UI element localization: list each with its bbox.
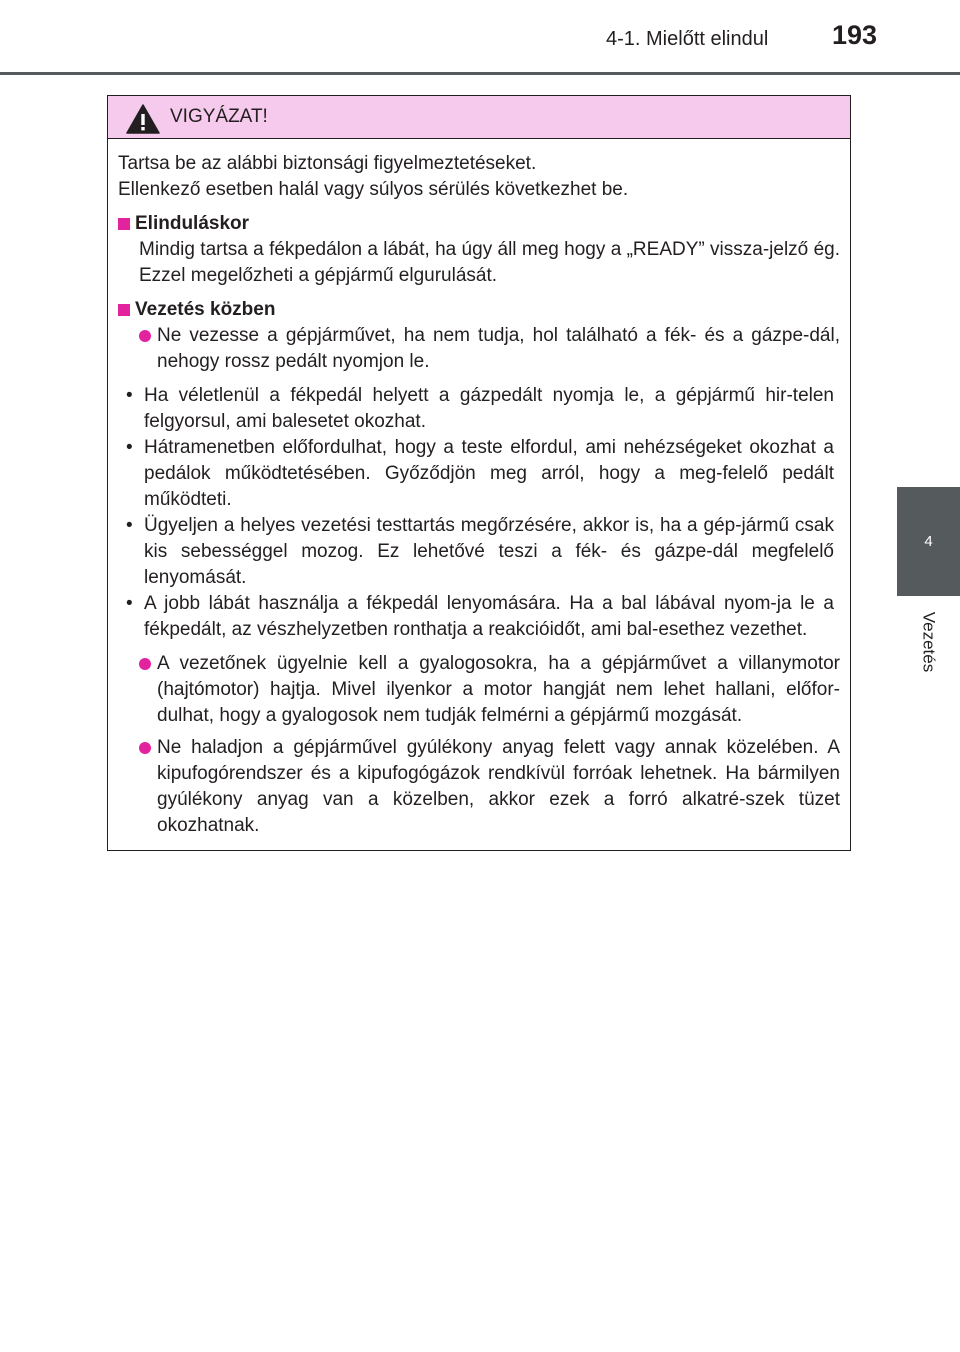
warning-title: VIGYÁZAT!: [170, 106, 268, 127]
square-bullet-icon: [118, 304, 130, 316]
dot-marker: •: [126, 593, 133, 614]
section-heading-text: Vezetés közben: [135, 299, 276, 320]
warning-header: [108, 96, 850, 139]
dot-marker: •: [126, 437, 133, 458]
bullet-text: Ne haladjon a gépjárművel gyúlékony anyag felett vagy annak közelében. A kipufogórendszer és a kipufogógázok rendkívül forróak lehetnek. Ha bármilyen gyúlékony anyag van a közelben, akkor ezek a forró alkatré-szek tüzet okozhatnak.: [157, 737, 840, 836]
section-heading-text: Elinduláskor: [135, 213, 250, 234]
section-heading: [118, 211, 840, 237]
circle-bullet-icon: [139, 658, 151, 670]
chapter-number: 4: [924, 533, 933, 550]
square-bullet-icon: [118, 218, 130, 230]
bullet-item: [118, 323, 840, 375]
bullet-text: Ne vezesse a gépjárművet, ha nem tudja, hol található a fék- és a gázpe-dál, nehogy rossz pedált nyomjon le.: [157, 325, 840, 372]
chapter-label: Vezetés: [919, 611, 939, 673]
sub-list-text: Ügyeljen a helyes vezetési testtartás megőrzésére, akkor is, ha a gép-jármű csak kis sebességgel mozog. Ez lehetővé teszi a fék- és gázpe-dál megfelelő lenyomását.: [144, 515, 834, 588]
section-title: 4-1. Mielőtt elindul: [606, 28, 769, 50]
section-starting: [118, 211, 840, 289]
dot-marker: •: [126, 515, 133, 536]
sub-list: [118, 383, 840, 643]
sub-list-item: [118, 435, 840, 513]
sub-list-item: [118, 591, 840, 643]
dot-marker: •: [126, 385, 133, 406]
warning-box: [107, 95, 851, 851]
circle-bullet-icon: [139, 330, 151, 342]
sub-list-item: [118, 383, 840, 435]
sub-list-text: Ha véletlenül a fékpedál helyett a gázpedált nyomja le, a gépjármű hir-telen felgyorsul, ami balesetet okozhat.: [144, 385, 834, 432]
section-text: Mindig tartsa a fékpedálon a lábát, ha úgy áll meg hogy a „READY” vissza-jelző ég. Ezzel megelőzheti a gépjármű elgurulását.: [139, 239, 840, 286]
intro-line: Ellenkező esetben halál vagy súlyos sérülés következhet be.: [118, 179, 629, 200]
circle-bullet-icon: [139, 742, 151, 754]
warning-triangle-icon: [126, 104, 160, 134]
page-number: 193: [832, 20, 878, 50]
sub-list-text: A jobb lábát használja a fékpedál lenyomására. Ha a bal lábával nyom-ja le a fékpedált, az vészhelyzetben ronthatja a reakcióidőt, ami bal-esethez vezethet.: [144, 593, 834, 640]
sub-list-item: [118, 513, 840, 591]
warning-intro: [118, 151, 840, 203]
bullet-item: [118, 651, 840, 729]
section-driving: [118, 297, 840, 839]
bullet-text: A vezetőnek ügyelnie kell a gyalogosokra, ha a gépjárművet a villanymotor (hajtómotor) hajtja. Mivel ilyenkor a motor hangját nem lehet hallani, előfor-dulhat, hogy a gyalogosok nem tudják felmérni a gépjármű mozgását.: [157, 653, 840, 726]
bullet-item: [118, 735, 840, 839]
section-heading: [118, 297, 840, 323]
header-divider: [0, 72, 960, 75]
chapter-tab: [897, 487, 960, 596]
intro-line: Tartsa be az alábbi biztonsági figyelmeztetéseket.: [118, 153, 537, 174]
warning-body: [118, 151, 840, 839]
chapter-label-area: [897, 600, 960, 684]
sub-list-text: Hátramenetben előfordulhat, hogy a teste elfordul, ami nehézségeket okozhat a pedálok működtetésében. Győződjön meg arról, hogy a meg-felelő pedált működteti.: [144, 437, 834, 510]
